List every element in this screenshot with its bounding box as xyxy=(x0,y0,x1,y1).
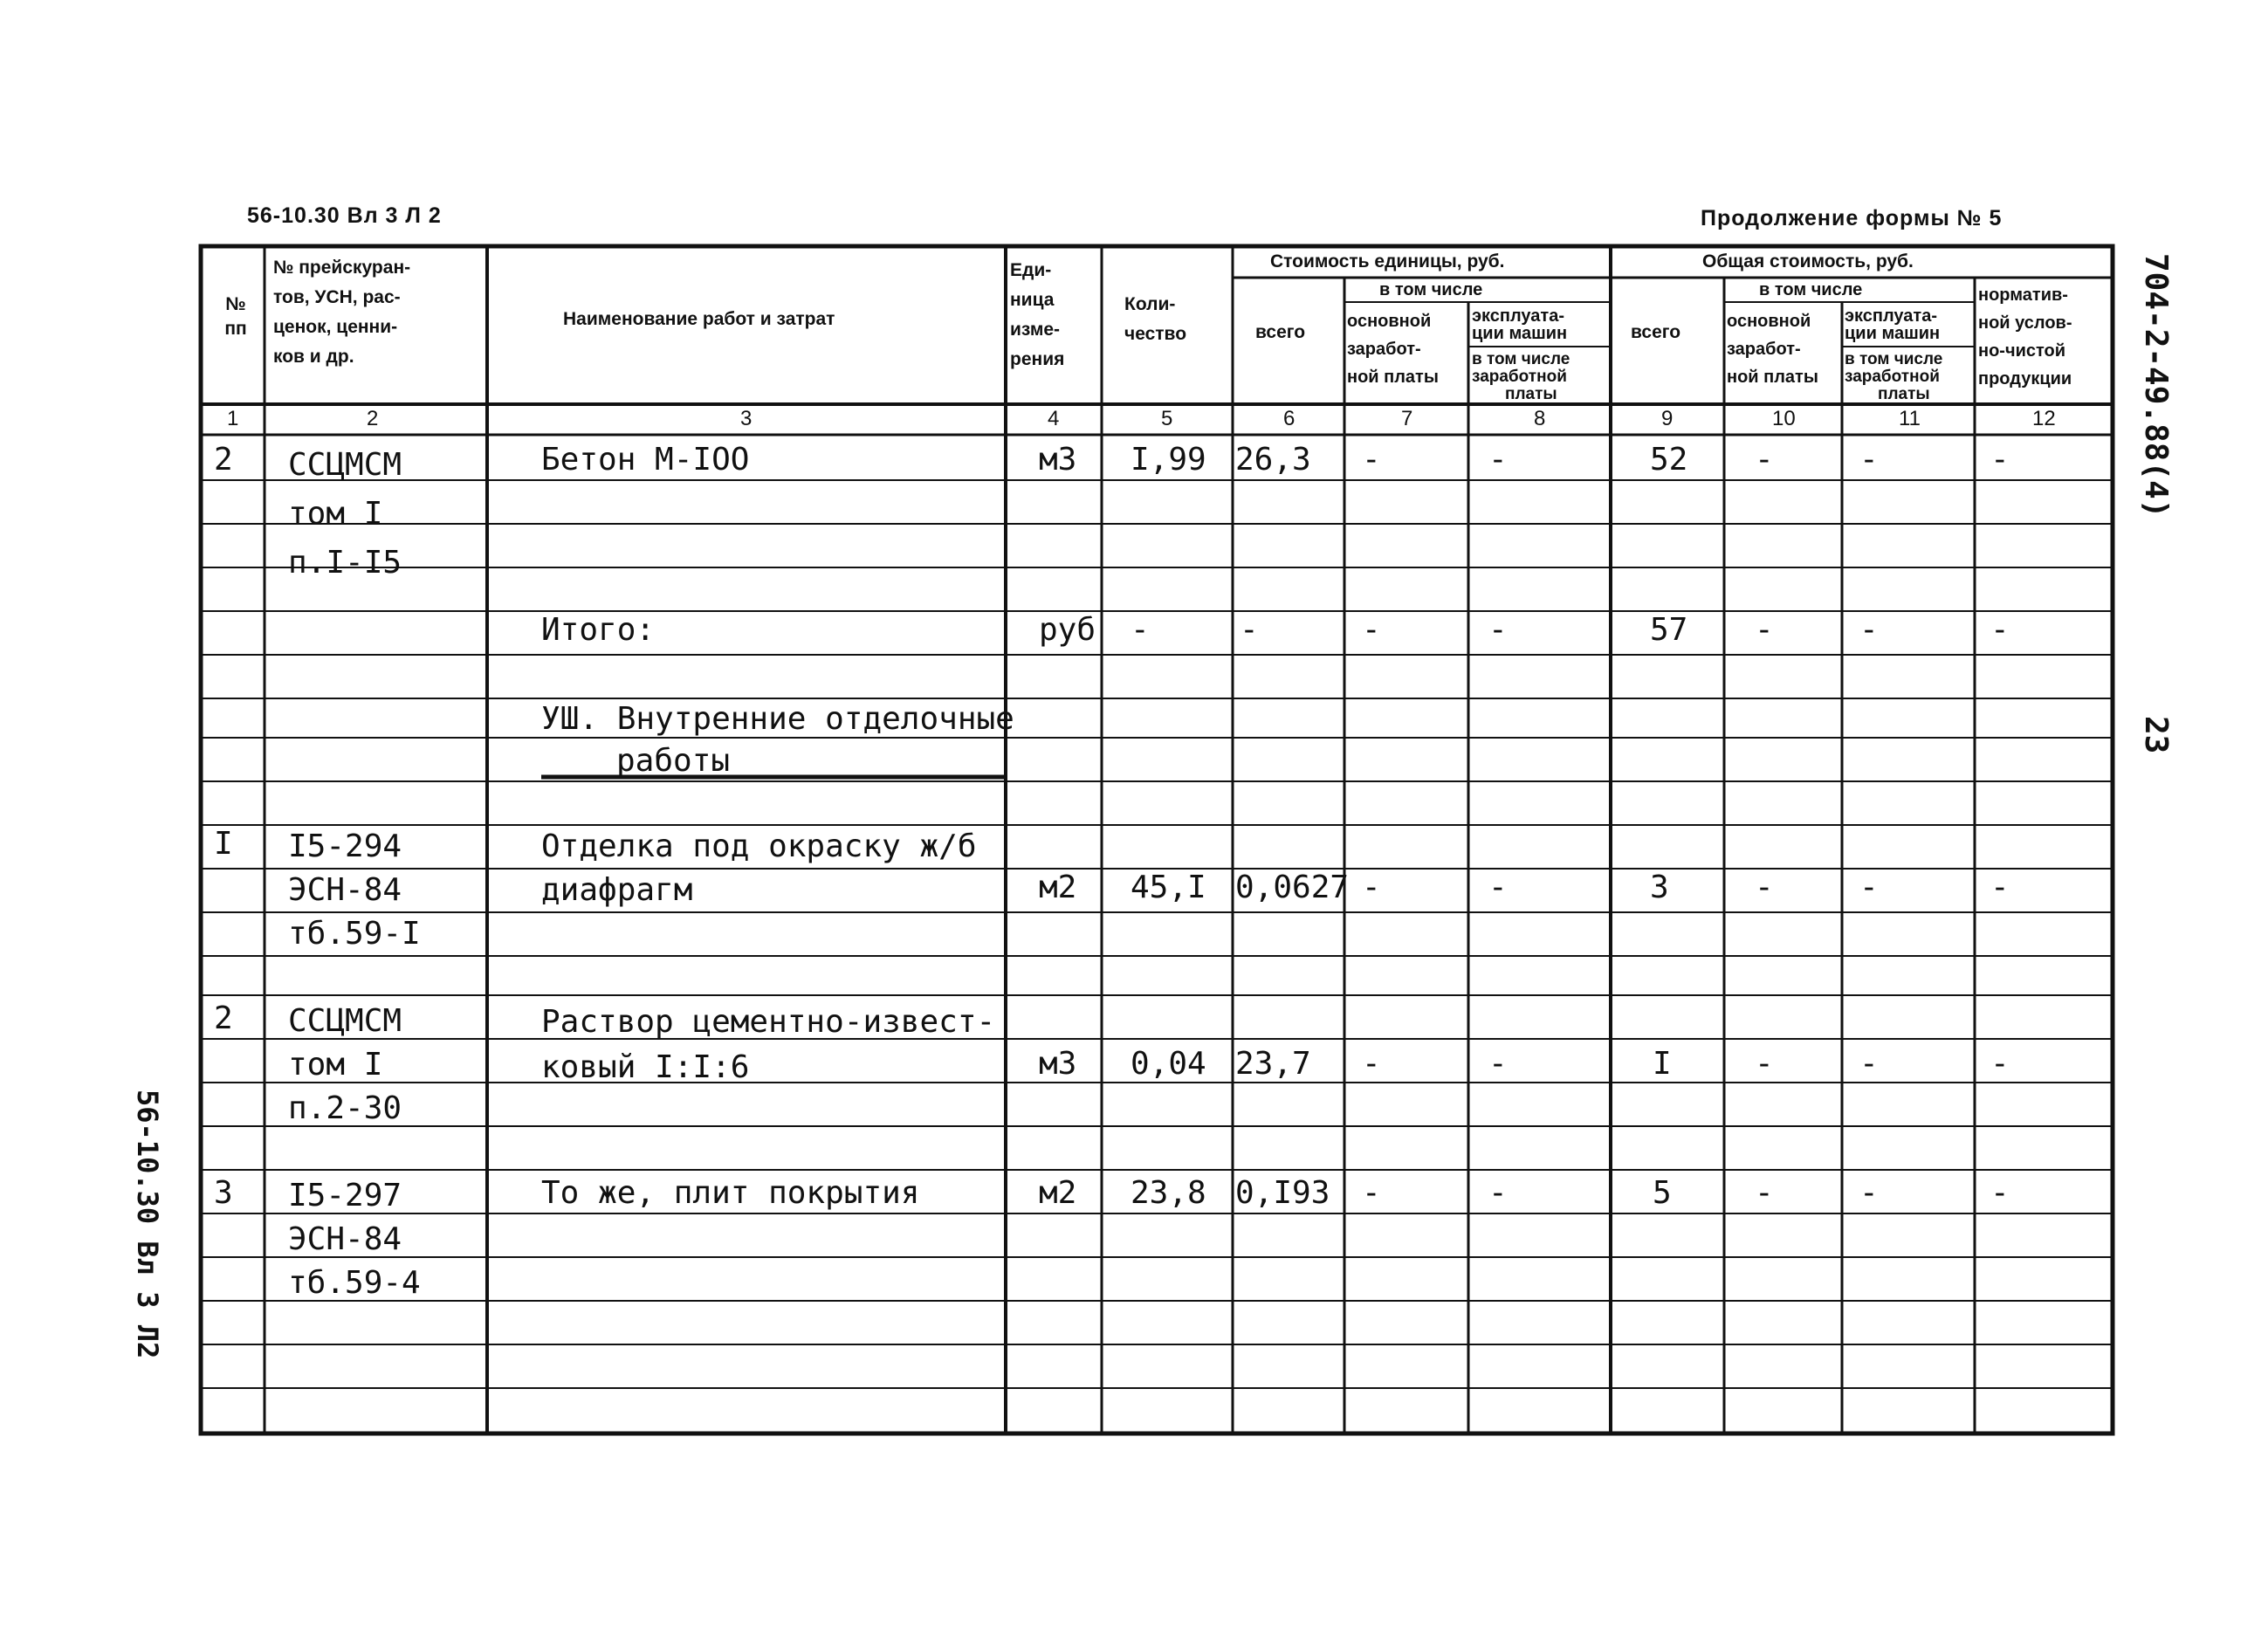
row-c12: - xyxy=(1990,612,2010,648)
incl-total: в том числе xyxy=(1759,280,1863,299)
col-header-total: всего xyxy=(1631,322,1681,342)
col-num-6: 6 xyxy=(1283,407,1296,430)
row-total: 5 xyxy=(1653,1175,1672,1211)
row-total: 57 xyxy=(1650,612,1688,648)
row-c8: - xyxy=(1488,1046,1508,1082)
row-c8: - xyxy=(1488,1175,1508,1211)
row-price: - xyxy=(1240,612,1259,648)
row-c11: - xyxy=(1859,612,1879,648)
page-number: 23 xyxy=(2138,716,2174,754)
col-num-8: 8 xyxy=(1534,407,1546,430)
col-header-quantity: Коли- чество xyxy=(1124,294,1187,344)
col-header-machine-salary-unit: в том числе заработной платы xyxy=(1472,350,1570,403)
row-qty: - xyxy=(1131,612,1150,648)
document-code: 56-10.30 Вл 3 Л 2 xyxy=(247,203,442,228)
row-c12: - xyxy=(1990,1046,2010,1082)
incl-unit: в том числе xyxy=(1379,280,1483,299)
row-qty: 23,8 xyxy=(1131,1175,1206,1211)
row-c7: - xyxy=(1362,442,1381,478)
row-c8: - xyxy=(1488,612,1508,648)
row-c8: - xyxy=(1488,870,1508,905)
col-num-2: 2 xyxy=(367,407,379,430)
row-c10: - xyxy=(1755,442,1774,478)
row-number: 3 xyxy=(214,1175,233,1211)
row-c12: - xyxy=(1990,870,2010,905)
col-header-number: № пп xyxy=(224,294,247,339)
row-qty: I,99 xyxy=(1131,442,1206,478)
col-num-12: 12 xyxy=(2032,407,2056,430)
col-header-machines-total: эксплуата- ции машин xyxy=(1845,306,1941,343)
row-name: Отделка под окраску ж/б диафрагм xyxy=(541,828,977,908)
col-num-4: 4 xyxy=(1048,407,1060,430)
row-total: I xyxy=(1653,1046,1672,1082)
row-code: I5-297 ЭСН-84 тб.59-4 xyxy=(288,1178,421,1301)
row-number: 2 xyxy=(214,442,233,478)
row-total: 52 xyxy=(1650,442,1688,478)
col-num-3: 3 xyxy=(740,407,753,430)
row-price: 0,0627 xyxy=(1235,870,1350,905)
row-c10: - xyxy=(1755,1046,1774,1082)
row-unit: м3 xyxy=(1039,442,1077,478)
row-number: 2 xyxy=(214,1000,233,1036)
form-continuation: Продолжение формы № 5 xyxy=(1701,206,2003,230)
row-c7: - xyxy=(1362,1175,1381,1211)
stamp-number: 704-2-49.88(4) xyxy=(2138,253,2174,519)
row-code: ССЦМСМ том I п.I-I5 xyxy=(288,447,402,581)
left-side-code: 56-10.30 Вл 3 Л2 xyxy=(131,1090,164,1359)
row-total: 3 xyxy=(1650,870,1669,905)
col-header-work-name: Наименование работ и затрат xyxy=(563,309,835,329)
group-header-unit-cost: Стоимость единицы, руб. xyxy=(1270,251,1505,272)
row-unit: м3 xyxy=(1039,1046,1077,1082)
col-header-machine-salary-total: в том числе заработной платы xyxy=(1845,350,1943,403)
col-header-unit: Еди- ница изме- рения xyxy=(1010,260,1065,369)
row-qty: 45,I xyxy=(1131,870,1206,905)
row-qty: 0,04 xyxy=(1131,1046,1206,1082)
row-name: То же, плит покрытия xyxy=(541,1175,920,1211)
col-num-1: 1 xyxy=(227,407,239,430)
row-price: 23,7 xyxy=(1235,1046,1311,1082)
row-number: I xyxy=(214,826,233,862)
col-header-unit-total: всего xyxy=(1255,322,1306,342)
row-price: 0,I93 xyxy=(1235,1175,1330,1211)
section-heading: УШ. Внутренние отделочные работы xyxy=(541,701,1014,779)
row-name: Бетон М-IOO xyxy=(541,442,750,478)
col-num-5: 5 xyxy=(1161,407,1173,430)
col-header-machines-unit: эксплуата- ции машин xyxy=(1472,306,1568,343)
row-c10: - xyxy=(1755,1175,1774,1211)
row-c11: - xyxy=(1859,1046,1879,1082)
row-unit: руб xyxy=(1039,612,1096,648)
row-c7: - xyxy=(1362,1046,1381,1082)
row-c8: - xyxy=(1488,442,1508,478)
col-header-base-salary-unit: основной заработ- ной платы xyxy=(1347,312,1439,387)
row-c7: - xyxy=(1362,870,1381,905)
col-num-9: 9 xyxy=(1661,407,1674,430)
col-header-base-salary-total: основной заработ- ной платы xyxy=(1727,312,1818,387)
row-code: I5-294 ЭСН-84 тб.59-I xyxy=(288,828,421,952)
row-c11: - xyxy=(1859,1175,1879,1211)
row-c11: - xyxy=(1859,442,1879,478)
col-num-7: 7 xyxy=(1401,407,1413,430)
group-header-total-cost: Общая стоимость, руб. xyxy=(1702,251,1914,272)
row-unit: м2 xyxy=(1039,1175,1077,1211)
col-header-pricelist: № прейскуран- тов, УСН, рас- ценок, ценни- ков и др. xyxy=(273,258,411,367)
row-c10: - xyxy=(1755,612,1774,648)
row-name: Раствор цементно-извест- ковый I:I:6 xyxy=(541,1004,996,1085)
row-c11: - xyxy=(1859,870,1879,905)
row-c12: - xyxy=(1990,442,2010,478)
row-c12: - xyxy=(1990,1175,2010,1211)
col-header-normative: норматив- ной услов- но-чистой продукции xyxy=(1978,285,2072,388)
row-c10: - xyxy=(1755,870,1774,905)
row-code: ССЦМСМ том I п.2-30 xyxy=(288,1003,402,1126)
row-unit: м2 xyxy=(1039,870,1077,905)
row-c7: - xyxy=(1362,612,1381,648)
row-price: 26,3 xyxy=(1235,442,1311,478)
row-name: Итого: xyxy=(541,612,656,648)
col-num-11: 11 xyxy=(1899,407,1921,430)
col-num-10: 10 xyxy=(1772,407,1796,430)
